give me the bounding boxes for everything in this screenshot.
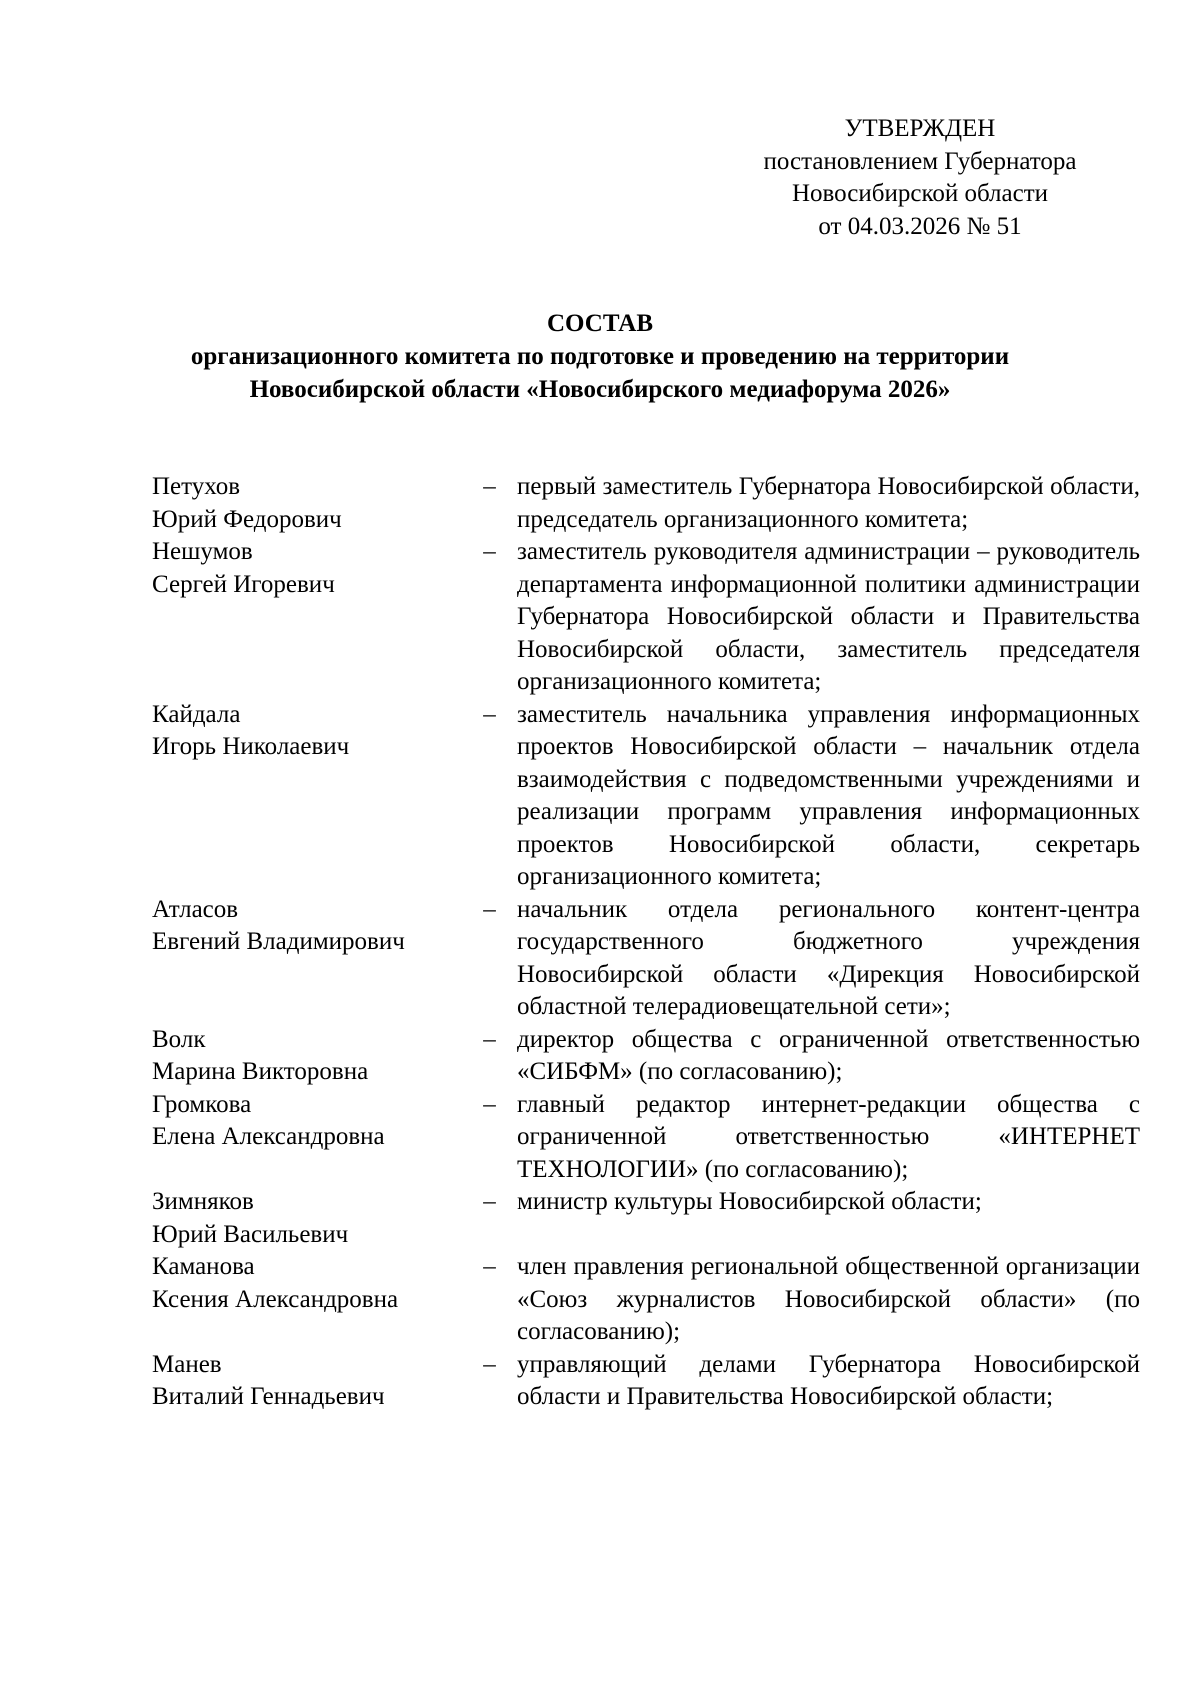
member-position: управляющий делами Губернатора Новосибирской области и Правительства Новосибирской области; <box>517 1350 1140 1410</box>
dash-separator: – <box>483 1350 496 1378</box>
member-given-name: Марина Викторовна <box>152 1058 369 1085</box>
member-name <box>152 1024 462 1089</box>
member-surname: Кайдала <box>152 700 241 728</box>
member-row <box>152 1186 1140 1251</box>
dash-separator: – <box>483 700 496 728</box>
member-name <box>152 1251 462 1316</box>
dash-separator: – <box>483 1090 496 1118</box>
member-given-name: Елена Александровна <box>152 1123 385 1150</box>
member-name <box>152 699 462 764</box>
dash-separator: – <box>483 1253 496 1280</box>
member-row <box>152 1024 1140 1089</box>
member-surname: Петухов <box>152 473 241 500</box>
dash-separator: – <box>483 895 496 923</box>
member-position: заместитель начальника управления информационных проектов Новосибирской области – начальник отдела взаимодействия с подведомственными учреждениями и реализации программ управления информационных проектов Новосибирской области, секретарь организационного комитета; <box>517 700 1140 890</box>
member-row <box>152 894 1140 1024</box>
member-row <box>152 471 1140 536</box>
member-row <box>152 536 1140 699</box>
dash-separator: – <box>483 473 496 500</box>
member-given-name: Юрий Федорович <box>152 505 342 533</box>
approval-date-number: от 04.03.2026 № 51 <box>818 212 1022 240</box>
member-given-name: Игорь Николаевич <box>152 733 350 760</box>
member-row <box>152 699 1140 894</box>
member-position: главный редактор интернет-редакции общества с ограниченной ответственностью «ИНТЕРНЕТ ТЕХНОЛОГИИ» (по согласованию); <box>517 1090 1140 1183</box>
member-given-name: Юрий Васильевич <box>152 1220 349 1248</box>
member-given-name: Ксения Александровна <box>152 1285 399 1313</box>
member-given-name: Сергей Игоревич <box>152 570 335 598</box>
member-name <box>152 894 462 959</box>
dash-separator: – <box>483 1025 496 1053</box>
member-position: заместитель руководителя администрации – руководитель департамента информационной политики администрации Губернатора Новосибирской области и Правительства Новосибирской области, заместитель председателя организационного комитета; <box>517 538 1140 695</box>
approval-status: УТВЕРЖДЕН <box>844 115 996 142</box>
member-position: начальник отдела регионального контент-центра государственного бюджетного учреждения Новосибирской области «Дирекция Новосибирской областной телерадиовещательной сети»; <box>517 895 1140 1020</box>
member-name <box>152 471 462 536</box>
dash-separator: – <box>483 538 496 565</box>
member-position: министр культуры Новосибирской области; <box>517 1188 982 1215</box>
member-surname: Нешумов <box>152 538 253 565</box>
title-main: СОСТАВ <box>546 310 654 337</box>
member-row <box>152 1251 1140 1349</box>
member-given-name: Евгений Владимирович <box>152 928 405 955</box>
approval-authority: постановлением Губернатора <box>763 147 1077 175</box>
member-list <box>152 471 1140 1414</box>
approval-stamp <box>720 113 1120 243</box>
dash-separator: – <box>483 1188 496 1215</box>
member-name <box>152 1089 462 1154</box>
member-name <box>152 1186 462 1251</box>
approval-region: Новосибирской области <box>791 180 1049 207</box>
member-surname: Манев <box>152 1350 222 1378</box>
member-surname: Зимняков <box>152 1188 254 1215</box>
member-position: директор общества с ограниченной ответственностью «СИБФМ» (по согласованию); <box>517 1025 1140 1085</box>
member-surname: Каманова <box>152 1253 255 1280</box>
member-position: член правления региональной общественной организации «Союз журналистов Новосибирской области» (по согласованию); <box>517 1253 1140 1345</box>
member-name <box>152 536 462 601</box>
member-row <box>152 1089 1140 1187</box>
member-surname: Волк <box>152 1025 206 1053</box>
title-line-1: организационного комитета по подготовке и проведению на территории <box>190 343 1010 370</box>
member-position: первый заместитель Губернатора Новосибирской области, председатель организационного комитета; <box>517 473 1140 533</box>
member-surname: Атласов <box>152 895 239 923</box>
member-surname: Громкова <box>152 1090 252 1118</box>
member-given-name: Виталий Геннадьевич <box>152 1383 385 1410</box>
member-name <box>152 1349 462 1414</box>
title-line-2: Новосибирской области «Новосибирского медиафорума 2026» <box>249 376 951 403</box>
document-title <box>0 307 1200 406</box>
member-row <box>152 1349 1140 1414</box>
